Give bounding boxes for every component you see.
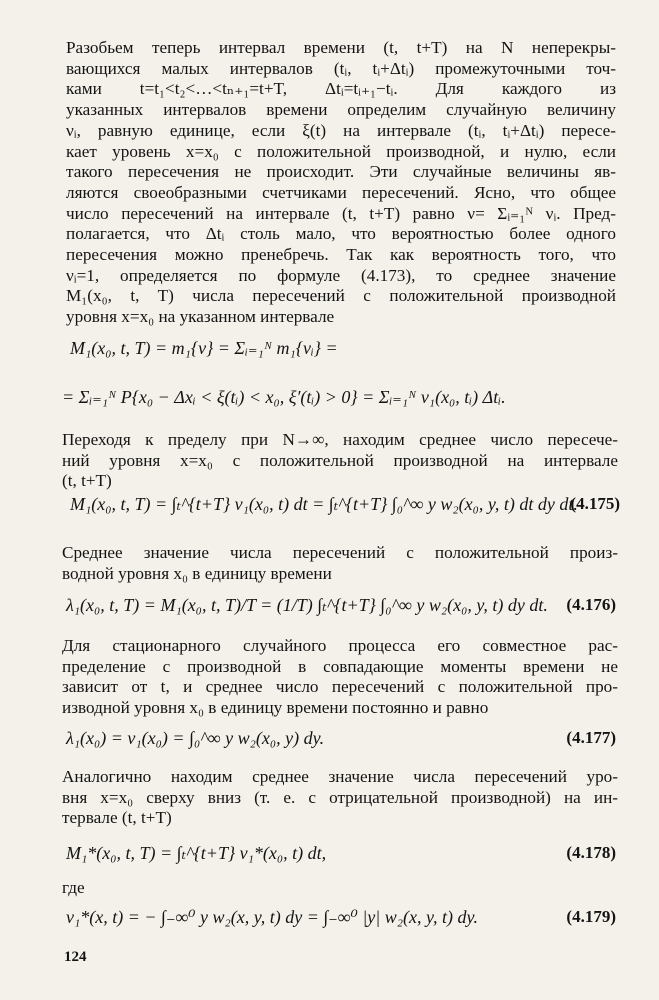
text-line: Среднее значение числа пересечений с положительной произ- bbox=[62, 543, 618, 562]
formula-m1-line1: M₁(x₀, t, T) = m₁{ν} = Σᵢ₌₁ᴺ m₁{νᵢ} = bbox=[70, 338, 338, 358]
text-line: ний уровня x=x₀ с положительной производной на интервале bbox=[62, 450, 618, 470]
formula-m1-line2: = Σᵢ₌₁ᴺ P{x₀ − Δxᵢ < ξ(tᵢ) < x₀, ξ′(tᵢ) > 0} = Σᵢ₌₁ᴺ v₁(x₀, tᵢ) Δtᵢ. bbox=[62, 387, 506, 407]
paragraph-downward-crossings bbox=[62, 767, 618, 829]
text-line: где bbox=[62, 878, 85, 897]
text-line: изводной уровня x₀ в единицу времени постоянно и равно bbox=[62, 698, 489, 718]
equation-number-4-178: (4.178) bbox=[566, 843, 616, 862]
text-line: ками t=t₁<t₂<…<tₙ₊₁=t+T, Δtᵢ=tᵢ₊₁−tᵢ. Для каждого из bbox=[66, 79, 616, 99]
formula-4-175-expr: M₁(x₀, t, T) = ∫ₜ^{t+T} v₁(x₀, t) dt = ∫ₜ^{t+T} ∫₀^∞ y w₂(x₀, y, t) dt dy dt. bbox=[70, 494, 578, 514]
text-line: Разобьем теперь интервал времени (t, t+T) на N неперекры- bbox=[66, 38, 616, 57]
formula-4-177 bbox=[66, 728, 616, 758]
text-line: νᵢ, равную единице, если ξ(t) на интервале (tᵢ, tᵢ+Δtᵢ) пересе- bbox=[66, 120, 616, 140]
formula-4-178-expr: M₁*(x₀, t, T) = ∫ₜ^{t+T} v₁*(x₀, t) dt, bbox=[66, 843, 327, 863]
paragraph-where bbox=[62, 878, 618, 899]
text-line: число пересечений на интервале (t, t+T) равно ν= Σᵢ₌₁ᴺ νᵢ. Пред- bbox=[66, 203, 616, 223]
text-line: пределение с производной в совпадающие моменты времени не bbox=[62, 656, 618, 676]
text-line: M₁(x₀, t, T) числа пересечений с положительной производной bbox=[66, 286, 616, 306]
text-line: Переходя к пределу при N→∞, находим среднее число пересече- bbox=[62, 430, 618, 449]
formula-4-179 bbox=[66, 907, 616, 937]
text-line: водной уровня x₀ в единицу времени bbox=[62, 563, 332, 583]
equation-number-4-175: (4.175) bbox=[570, 494, 620, 513]
formula-m1-expansion bbox=[62, 387, 612, 417]
text-line: Аналогично находим среднее значение числа пересечений уро- bbox=[62, 767, 618, 786]
formula-m1-definition bbox=[70, 338, 620, 368]
text-line: кает уровень x=x₀ с положительной производной, и нулю, если bbox=[66, 141, 616, 161]
paragraph-limit bbox=[62, 430, 618, 492]
text-line: νᵢ=1, определяется по формуле (4.173), то среднее значение bbox=[66, 265, 616, 285]
text-line: указанных интервалов времени определим случайную величину bbox=[66, 100, 616, 120]
text-line: такого пересечения не происходит. Эти случайные величины яв- bbox=[66, 162, 616, 182]
paragraph-per-unit-time bbox=[62, 543, 618, 584]
text-line: полагается, что Δtᵢ столь мало, что вероятностью более одного bbox=[66, 224, 616, 244]
page-number: 124 bbox=[64, 949, 87, 965]
formula-4-178 bbox=[66, 843, 616, 873]
paragraph-intervals bbox=[66, 38, 616, 328]
text-line: вающихся малых интервалов (tᵢ, tᵢ+Δtᵢ) промежуточными точ- bbox=[66, 58, 616, 78]
equation-number-4-176: (4.176) bbox=[566, 595, 616, 614]
equation-number-4-177: (4.177) bbox=[566, 728, 616, 747]
formula-4-176 bbox=[66, 595, 616, 625]
formula-4-176-expr: λ₁(x₀, t, T) = M₁(x₀, t, T)/T = (1/T) ∫ₜ^{t+T} ∫₀^∞ y w₂(x₀, y, t) dy dt. bbox=[66, 595, 548, 615]
equation-number-4-179: (4.179) bbox=[566, 907, 616, 926]
text-line: Для стационарного случайного процесса его совместное рас- bbox=[62, 636, 618, 655]
text-line: уровня x=x₀ на указанном интервале bbox=[66, 307, 335, 327]
text-line: тервале (t, t+T) bbox=[62, 808, 172, 828]
paragraph-stationary bbox=[62, 636, 618, 719]
formula-4-179-expr: v₁*(x, t) = − ∫₋∞⁰ y w₂(x, y, t) dy = ∫₋∞⁰ |y| w₂(x, y, t) dy. bbox=[66, 907, 478, 927]
formula-4-175 bbox=[70, 494, 620, 524]
text-line: вня x=x₀ сверху вниз (т. е. с отрицательной производной) на ин- bbox=[62, 787, 618, 807]
text-line: (t, t+T) bbox=[62, 471, 112, 491]
formula-4-177-expr: λ₁(x₀) = v₁(x₀) = ∫₀^∞ y w₂(x₀, y) dy. bbox=[66, 728, 325, 748]
text-line: ляются своеобразными счетчиками пересечений. Ясно, что общее bbox=[66, 182, 616, 202]
text-line: зависит от t, и среднее число пересечений с положительной про- bbox=[62, 677, 618, 697]
text-line: пересечения можно пренебречь. Так как вероятность того, что bbox=[66, 245, 616, 265]
